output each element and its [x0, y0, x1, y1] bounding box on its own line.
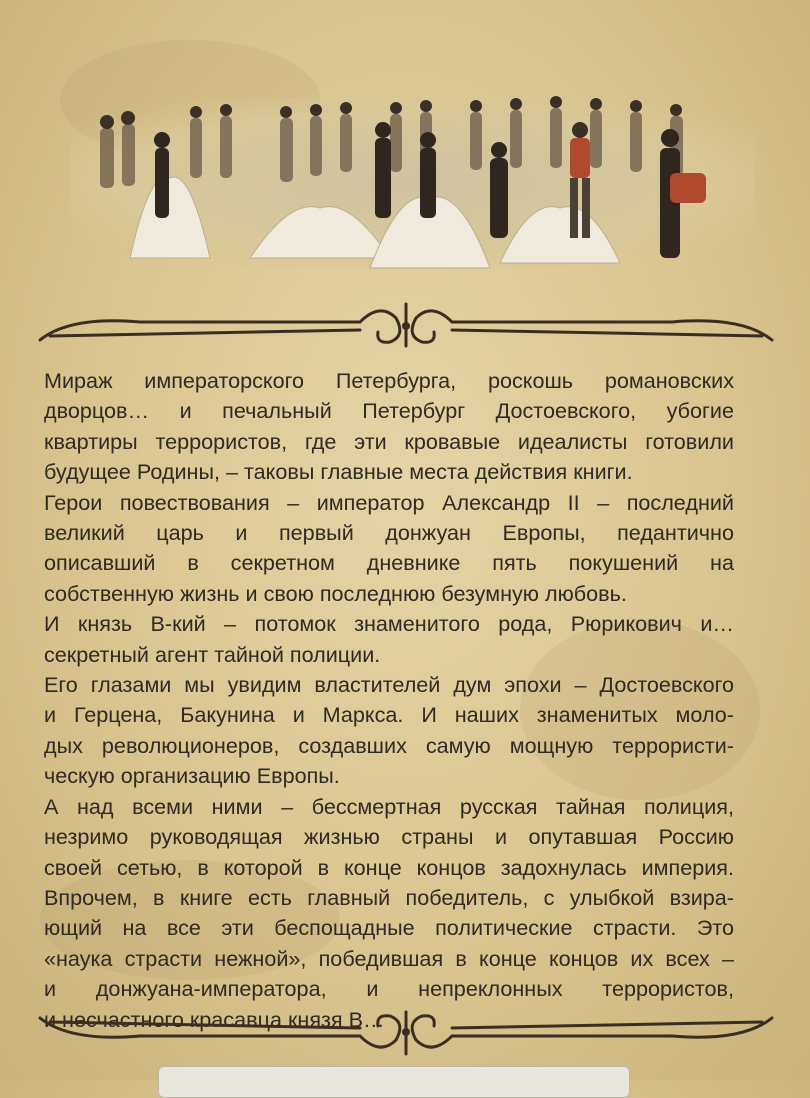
book-description	[44, 366, 734, 1035]
ballroom-scene-illustration	[70, 88, 755, 278]
description-line: Его глазами мы увидим властителей дум эпохи – Достоевского	[44, 672, 734, 698]
description-line: и Герцена, Бакунина и Маркса. И наших знаменитых моло-	[44, 702, 734, 728]
description-line: и несчастного красавца князя В…	[44, 1006, 385, 1032]
ornamental-divider-top	[30, 296, 782, 356]
description-line: и донжуана-императора, и непреклонных террористов,	[44, 976, 734, 1002]
price-sticker	[158, 1066, 630, 1098]
ornamental-divider-bottom	[30, 1002, 782, 1062]
description-line: собственную жизнь и свою последнюю безумную любовь.	[44, 580, 627, 606]
description-line: Герои повествования – император Александр II – последний	[44, 489, 734, 515]
description-line: дворцов… и печальный Петербург Достоевского, убогие	[44, 398, 734, 424]
description-line: Впрочем, в книге есть главный победитель, с улыбкой взира-	[44, 884, 734, 910]
description-line: описавший в секретном дневнике пять покушений на	[44, 550, 734, 576]
description-line: «наука страсти нежной», победившая в конце концов их всех –	[44, 945, 734, 971]
description-line: будущее Родины, – таковы главные места действия книги.	[44, 459, 633, 485]
description-line: ющий на все эти беспощадные политические страсти. Это	[44, 915, 734, 941]
description-line: И князь В-кий – потомок знаменитого рода, Рюрикович и…	[44, 611, 734, 637]
description-line: А над всеми ними – бессмертная русская тайная полиция,	[44, 793, 734, 819]
description-line: своей сетью, в которой в конце концов задохнулась империя.	[44, 854, 734, 880]
description-line: квартиры террористов, где эти кровавые идеалисты готовили	[44, 428, 734, 454]
description-line: незримо руководящая жизнью страны и опутавшая Россию	[44, 824, 734, 850]
description-line: ческую организацию Европы.	[44, 763, 340, 789]
description-line: Мираж императорского Петербурга, роскошь романовских	[44, 368, 734, 393]
description-line: дых революционеров, создавших самую мощную террористи-	[44, 732, 734, 758]
description-line: великий царь и первый донжуан Европы, педантично	[44, 520, 734, 546]
description-line: секретный агент тайной полиции.	[44, 641, 381, 667]
